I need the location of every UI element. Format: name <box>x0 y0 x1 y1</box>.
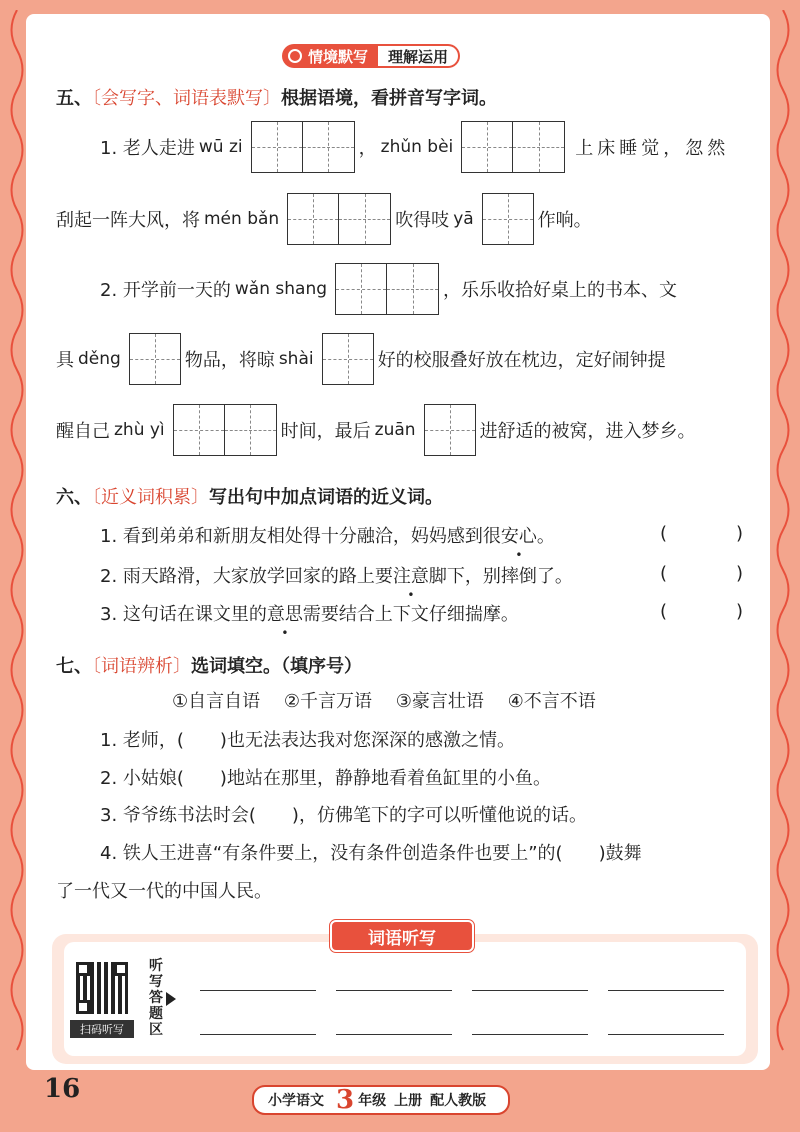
header-badge <box>282 44 460 68</box>
dictation-line[interactable] <box>336 990 452 991</box>
answer-grid[interactable] <box>335 263 439 315</box>
answer-grid[interactable] <box>173 404 277 456</box>
dictation-line[interactable] <box>472 1034 588 1035</box>
answer-grid[interactable] <box>287 193 391 245</box>
s7-question-4: 4. 铁人王进喜“有条件要上，没有条件创造条件也要上”的( )鼓舞 <box>100 843 642 864</box>
dictation-line[interactable] <box>608 990 724 991</box>
answer-paren-open: ( <box>660 523 668 544</box>
option-1: ①自言自语 <box>172 691 261 712</box>
dictation-line[interactable] <box>200 990 316 991</box>
answer-paren-open: ( <box>660 601 668 622</box>
s7-question-3: 3. 爷爷练书法时会( )，仿佛笔下的字可以听懂他说的话。 <box>100 805 587 826</box>
answer-grid[interactable] <box>251 121 355 173</box>
s5-line-2: 刮起一阵大风，将 mén bǎn 吹得吱 yā 作响。 <box>56 193 592 245</box>
word-options <box>172 687 614 713</box>
section-6-heading: 六、〔近义词积累〕写出句中加点词语的近义词。 <box>56 487 443 508</box>
page-number: 16 <box>44 1074 81 1104</box>
wavy-border-left <box>6 10 28 1070</box>
qr-label: 扫码听写 <box>70 1020 134 1038</box>
s7-question-1: 1. 老师，( )也无法表达我对您深深的感激之情。 <box>100 730 515 751</box>
dictation-line[interactable] <box>336 1034 452 1035</box>
section-5-heading: 五、〔会写字、词语表默写〕根据语境，看拼音写字词。 <box>56 88 497 109</box>
answer-grid[interactable] <box>424 404 476 456</box>
section-7-heading: 七、〔词语辨析〕选词填空。（填序号） <box>56 656 362 677</box>
dictation-line[interactable] <box>472 990 588 991</box>
answer-paren-close: ) <box>736 523 744 544</box>
badge-right-label: 理解运用 <box>378 44 460 68</box>
s5-line-3: 2. 开学前一天的 wǎn shang ，乐乐收拾好桌上的书本、文 <box>56 263 677 315</box>
badge-left-label: 情境默写 <box>308 47 369 66</box>
s5-line-1: 1. 老人走进 wū zi ， zhǔn bèi 上床睡觉，忽然 <box>56 121 729 173</box>
wavy-border-right <box>772 10 794 1070</box>
dictation-line[interactable] <box>200 1034 316 1035</box>
s6-question-1: 1. 看到弟弟和新朋友相处得十分融洽，妈妈感到很 安心 • 。 <box>56 522 555 548</box>
s6-question-3: 3. 这句话在课文里的 意思 • 需要结合上下文仔细揣摩。 <box>56 600 519 626</box>
dictation-title: 词语听写 <box>330 920 474 952</box>
option-2: ②千言万语 <box>283 691 373 712</box>
answer-grid[interactable] <box>129 333 181 385</box>
s7-question-2: 2. 小姑娘( )地站在那里，静静地看着鱼缸里的小鱼。 <box>100 768 551 789</box>
dictation-line[interactable] <box>608 1034 724 1035</box>
s5-line-5: 醒自己 zhù yì 时间，最后 zuān 进舒适的被窝，进入梦乡。 <box>56 404 696 456</box>
answer-grid[interactable] <box>461 121 565 173</box>
footer-book-info: 小学语文 3 年级 上册 配人教版 <box>252 1085 510 1115</box>
answer-grid[interactable] <box>322 333 374 385</box>
answer-paren-close: ) <box>736 601 744 622</box>
answer-grid[interactable] <box>482 193 534 245</box>
option-3: ③豪言壮语 <box>395 691 484 712</box>
option-4: ④不言不语 <box>507 691 596 712</box>
answer-paren-close: ) <box>736 563 744 584</box>
s5-line-4: 具 děng 物品，将晾 shài 好的校服叠好放在枕边，定好闹钟提 <box>56 333 666 385</box>
answer-paren-open: ( <box>660 563 668 584</box>
s6-question-2: 2. 雨天路滑，大家放学回家的路上要 注意 • 脚下，别摔倒了。 <box>56 562 573 588</box>
s7-question-4-cont: 了一代又一代的中国人民。 <box>56 881 272 902</box>
arrow-right-icon <box>166 992 176 1006</box>
clock-icon <box>288 49 302 63</box>
answer-area-label: 听写答题区 <box>149 958 163 1038</box>
